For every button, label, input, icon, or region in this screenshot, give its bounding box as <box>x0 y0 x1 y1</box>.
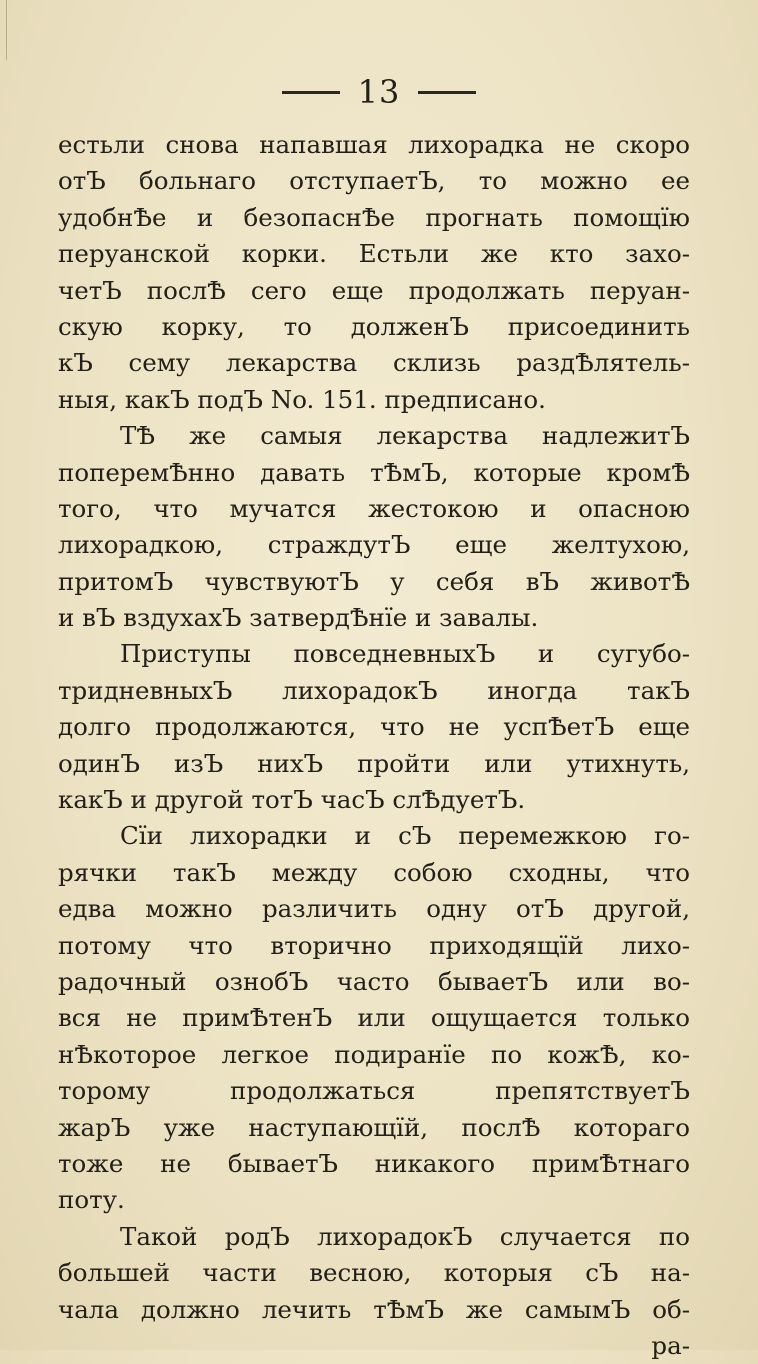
text-line: естьли снова напавшая лихорадка не скоро <box>58 130 690 159</box>
page-edge-mark <box>6 0 7 60</box>
text-line: долго продолжаются, что не успѢетЪ еще <box>58 712 690 742</box>
text-line: торому продолжаться препятствуетЪ <box>58 1076 690 1106</box>
text-line: поперемѢнно давать тѢмЪ, которые кромѢ <box>58 457 690 487</box>
text-line: рячки такЪ между собою сходны, что <box>58 857 690 887</box>
text-line: жарЪ уже наступающїй, послѢ котораго <box>58 1112 690 1142</box>
text-line: Сїи лихорадки и сЪ перемежкою го- <box>120 821 690 851</box>
text-line: большей части весною, которыя сЪ на- <box>58 1258 690 1288</box>
text-line: четЪ послѢ сего еще продолжать перуан- <box>58 275 690 305</box>
body-text <box>58 127 690 1364</box>
page-header <box>0 72 758 112</box>
text-line: кЪ сему лекарства склизь раздѢлятель- <box>58 348 690 378</box>
text-line: тоже не бываетЪ никакого примѢтнаго <box>58 1148 690 1178</box>
text-line: едва можно различить одну отЪ другой, <box>58 894 690 924</box>
text-line: удобнѢе и безопаснѢе прогнать помощїю <box>58 202 690 232</box>
text-line: лихорадкою, страждутЪ еще желтухою, <box>58 530 690 560</box>
text-line: отЪ больнаго отступаетЪ, то можно ее <box>58 166 690 196</box>
text-line: ныя, какЪ подЪ No. 151. предписано. <box>58 384 546 414</box>
text-line: какЪ и другой тотЪ часЪ слѢдуетЪ. <box>58 785 526 815</box>
text-line: тридневныхЪ лихорадокЪ иногда такЪ <box>58 675 690 705</box>
text-line: ТѢ же самыя лекарства надлежитЪ <box>120 421 690 451</box>
text-line: того, что мучатся жестокою и опасною <box>58 493 690 523</box>
text-line: одинЪ изЪ нихЪ пройти или утихнуть, <box>58 748 690 778</box>
text-line: вся не примѢтенЪ или ощущается только <box>58 1003 690 1033</box>
text-line: Такой родЪ лихорадокЪ случается по <box>120 1221 690 1251</box>
text-line: поту. <box>58 1185 125 1215</box>
text-line: перуанской корки. Естьли же кто захо- <box>58 239 690 269</box>
text-line: чала должно лечить тѢмЪ же самымЪ об- <box>58 1294 690 1324</box>
text-line: потому что вторично приходящїй лихо- <box>58 930 690 960</box>
header-rule-left <box>282 91 340 94</box>
text-line: и вЪ вздухахЪ затвердѢнїе и завалы. <box>58 603 539 633</box>
text-line: радочный ознобЪ часто бываетЪ или во- <box>58 966 690 996</box>
header-rule-right <box>418 91 476 94</box>
text-line: притомЪ чувствуютЪ у себя вЪ животѢ <box>58 566 690 596</box>
text-line: нѢкоторое легкое подиранїе по кожѢ, ко- <box>58 1039 690 1069</box>
text-line: скую корку, то долженЪ присоединить <box>58 311 690 341</box>
text-line: ра- <box>651 1330 690 1360</box>
text-line: Приступы повседневныхЪ и сугубо- <box>120 639 690 669</box>
page-number: 13 <box>357 73 401 111</box>
